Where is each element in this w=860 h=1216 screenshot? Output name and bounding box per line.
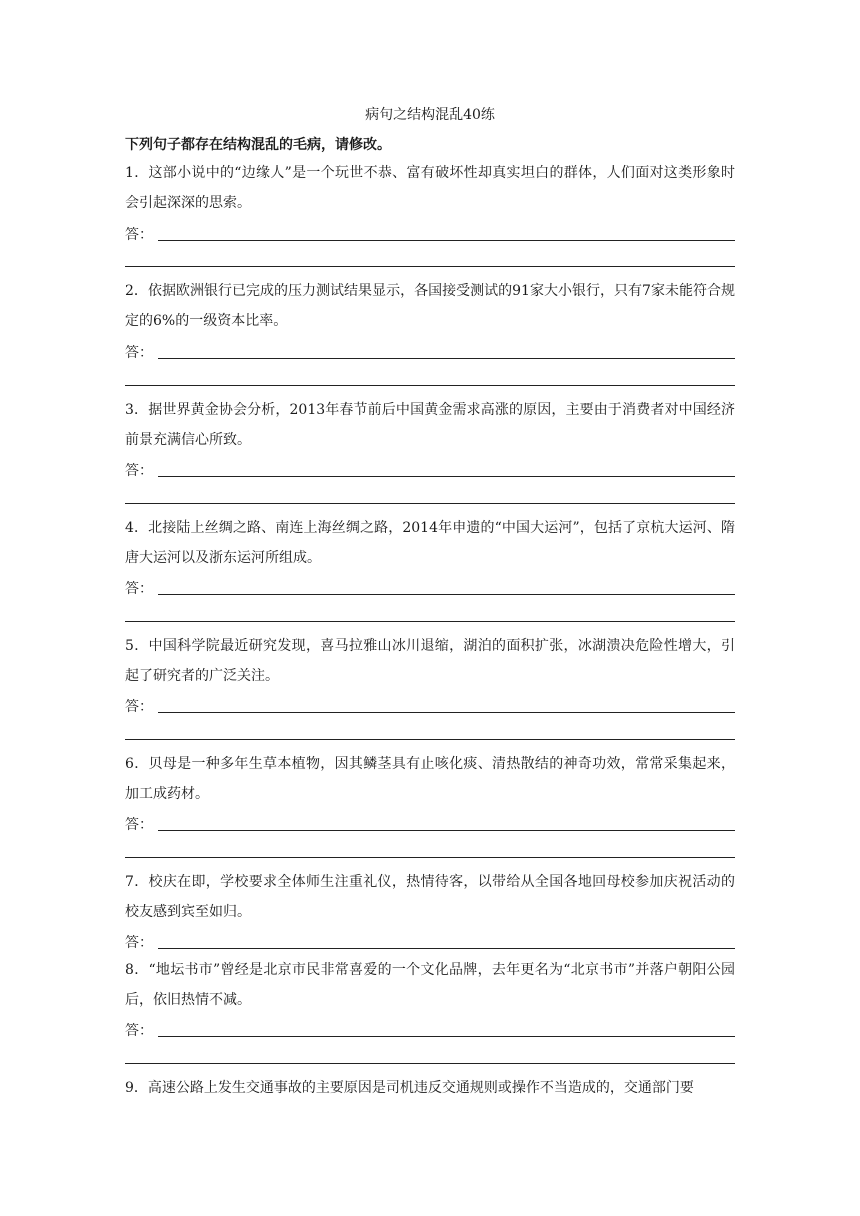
answer-line-extra[interactable] — [125, 857, 735, 858]
question-number: 1． — [125, 165, 149, 181]
answer-label: 答： — [125, 1023, 153, 1039]
answer-line[interactable] — [158, 476, 735, 477]
answer-label: 答： — [125, 345, 153, 361]
question-text: 中国科学院最近研究发现，喜马拉雅山冰川退缩，湖泊的面积扩张，冰湖溃决危险性增大，引起了研究者的广泛关注。 — [125, 638, 735, 684]
question-1 — [125, 158, 735, 218]
answer-line[interactable] — [158, 712, 735, 713]
question-number: 8． — [125, 962, 149, 978]
answer-label: 答： — [125, 817, 153, 833]
question-text: 这部小说中的“边缘人”是一个玩世不恭、富有破坏性却真实坦白的群体，人们面对这类形象时会引起深深的思索。 — [125, 165, 735, 211]
answer-label: 答： — [125, 699, 153, 715]
question-text: 北接陆上丝绸之路、南连上海丝绸之路，2014年申遗的“中国大运河”，包括了京杭大运河、隋唐大运河以及浙东运河所组成。 — [125, 520, 735, 566]
answer-row-4 — [125, 578, 735, 598]
answer-line[interactable] — [158, 594, 735, 595]
question-number: 3． — [125, 402, 149, 418]
question-text: 贝母是一种多年生草本植物，因其鳞茎具有止咳化痰、清热散结的神奇功效，常常采集起来，加工成药材。 — [125, 756, 735, 802]
question-number: 6． — [125, 756, 149, 772]
answer-line[interactable] — [158, 1036, 735, 1037]
question-text: 据世界黄金协会分析，2013年春节前后中国黄金需求高涨的原因，主要由于消费者对中国经济前景充满信心所致。 — [125, 402, 735, 448]
page-title: 病句之结构混乱40练 — [365, 107, 495, 123]
question-5 — [125, 631, 735, 691]
answer-row-2 — [125, 342, 735, 362]
answer-line[interactable] — [158, 240, 735, 241]
answer-row-1 — [125, 224, 735, 244]
question-2 — [125, 276, 735, 336]
answer-row-5 — [125, 696, 735, 716]
answer-label: 答： — [125, 463, 153, 479]
question-text: “地坛书市”曾经是北京市民非常喜爱的一个文化品牌，去年更名为“北京书市”并落户朝阳公园后，依旧热情不减。 — [125, 962, 735, 1008]
answer-row-7 — [125, 932, 735, 952]
question-number: 7． — [125, 874, 149, 890]
question-7 — [125, 867, 735, 927]
answer-line[interactable] — [158, 948, 735, 949]
question-number: 2． — [125, 283, 148, 299]
answer-line-extra[interactable] — [125, 266, 735, 267]
answer-line[interactable] — [158, 830, 735, 831]
answer-line-extra[interactable] — [125, 385, 735, 386]
answer-row-8 — [125, 1020, 735, 1040]
answer-line-extra[interactable] — [125, 621, 735, 622]
question-number: 5． — [125, 638, 149, 654]
question-text: 校庆在即，学校要求全体师生注重礼仪，热情待客，以带给从全国各地回母校参加庆祝活动的校友感到宾至如归。 — [125, 874, 735, 920]
question-number: 4． — [125, 520, 149, 536]
question-6 — [125, 749, 735, 809]
answer-line[interactable] — [158, 358, 735, 359]
question-3 — [125, 395, 735, 455]
answer-line-extra[interactable] — [125, 739, 735, 740]
answer-line-extra[interactable] — [125, 1063, 735, 1064]
answer-label: 答： — [125, 227, 153, 243]
question-8 — [125, 955, 735, 1015]
question-4 — [125, 513, 735, 573]
question-number: 9． — [125, 1080, 148, 1096]
answer-label: 答： — [125, 935, 153, 951]
answer-row-6 — [125, 814, 735, 834]
answer-label: 答： — [125, 581, 153, 597]
instruction: 下列句子都存在结构混乱的毛病，请修改。 — [125, 137, 391, 153]
answer-row-3 — [125, 460, 735, 480]
answer-line-extra[interactable] — [125, 503, 735, 504]
question-text: 高速公路上发生交通事故的主要原因是司机违反交通规则或操作不当造成的，交通部门要 — [147, 1080, 694, 1096]
question-text: 依据欧洲银行已完成的压力测试结果显示，各国接受测试的91家大小银行，只有7家未能符合规定的6%的一级资本比率。 — [125, 283, 735, 329]
question-9 — [125, 1073, 735, 1103]
